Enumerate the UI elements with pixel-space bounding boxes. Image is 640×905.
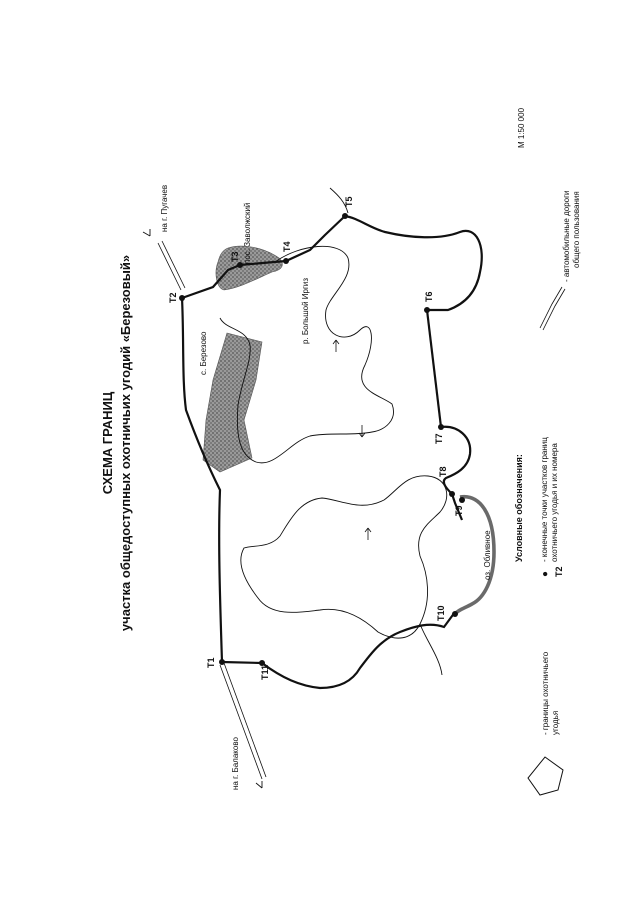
label-t1: Т1 <box>206 657 216 668</box>
road-lines <box>158 241 266 779</box>
label-berezovo: с. Березово <box>199 331 208 375</box>
place-labels <box>160 185 492 790</box>
legend-boundary-desc-2: угодья <box>551 710 560 735</box>
berezovo-settlement <box>203 333 262 472</box>
scale-label: М 1:50 000 <box>517 107 526 148</box>
river-flow-arrows <box>333 340 371 540</box>
legend-road-desc-1: - автомобильные дороги <box>562 190 571 282</box>
label-t10: Т10 <box>436 605 446 621</box>
legend-road-desc-2: общего пользования <box>572 191 581 268</box>
point-t4 <box>283 258 289 264</box>
legend <box>514 190 581 795</box>
point-t5 <box>342 213 348 219</box>
road-arrows <box>143 229 262 788</box>
label-to-balakovo: на г. Балаково <box>231 737 240 790</box>
label-t3: Т3 <box>230 251 240 262</box>
legend-point-symbol: ● <box>540 570 551 577</box>
label-t2: Т2 <box>168 292 178 303</box>
legend-boundary-symbol <box>528 757 563 795</box>
point-t1 <box>219 659 225 665</box>
point-t6 <box>424 307 430 313</box>
point-t10 <box>452 611 458 617</box>
label-lake: оз. Обливное <box>483 530 492 580</box>
title-line1: СХЕМА ГРАНИЦ <box>100 391 115 495</box>
point-t7 <box>438 424 444 430</box>
label-t11: Т11 <box>260 664 270 680</box>
label-t8: Т8 <box>438 466 448 477</box>
title-line2: участка общедоступных охотничьих угодий «Березовый» <box>118 254 133 632</box>
point-t2 <box>179 295 185 301</box>
label-t9: Т9 <box>454 505 464 516</box>
legend-heading: Условные обозначения: <box>514 454 524 562</box>
label-to-pugachev: на г. Пугачев <box>160 184 169 232</box>
legend-point-desc-1: - конечные точки участков границ <box>540 437 549 562</box>
label-zavolzhsky: пос. Заволжский <box>243 202 252 264</box>
legend-point-desc-2: охотничьего угодья и их номера <box>550 443 559 562</box>
label-t4: Т4 <box>282 241 292 252</box>
title <box>100 255 133 631</box>
legend-boundary-desc-1: - границы охотничьего <box>541 651 550 735</box>
label-t7: Т7 <box>434 433 444 444</box>
label-t5: Т5 <box>344 196 354 207</box>
label-t6: Т6 <box>424 291 434 302</box>
point-t9 <box>459 497 465 503</box>
legend-road-symbol <box>540 287 565 330</box>
label-river: р. Большой Иргиз <box>301 277 310 344</box>
point-t8 <box>449 491 455 497</box>
legend-point-code: Т2 <box>554 566 564 577</box>
